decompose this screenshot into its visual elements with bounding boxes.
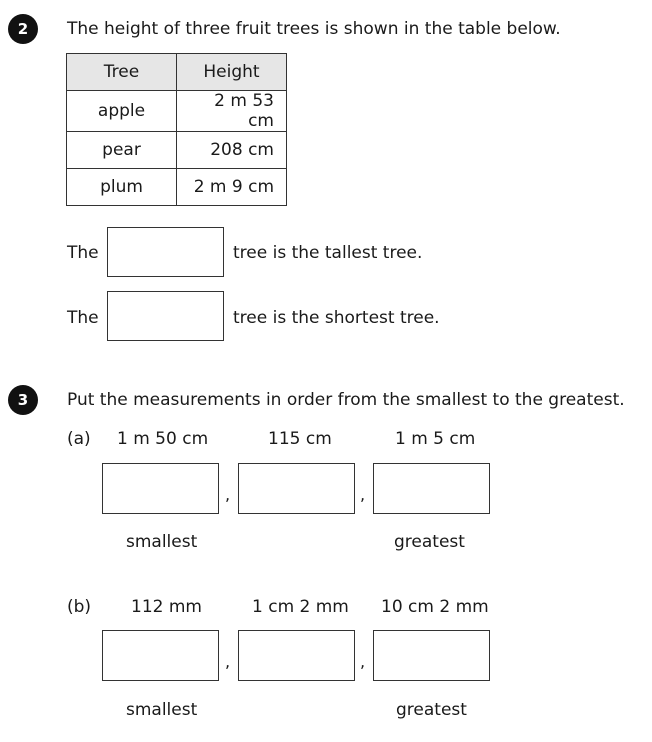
part-a-greatest-label: greatest	[394, 532, 465, 552]
table-cell-tree: apple	[67, 91, 177, 132]
shortest-tree-answer-box[interactable]	[107, 291, 224, 341]
table-cell-height: 2 m 53 cm	[177, 91, 287, 132]
table-header-height: Height	[177, 54, 287, 91]
table-row	[67, 132, 287, 169]
question-number-3: 3	[8, 385, 38, 415]
table-header-row	[67, 54, 287, 91]
part-a-measurement-3: 1 m 5 cm	[395, 429, 476, 449]
part-b-answer-box-1[interactable]	[102, 630, 219, 681]
part-b-smallest-label: smallest	[126, 700, 198, 720]
question-2-prompt: The height of three fruit trees is shown in the table below.	[67, 19, 561, 39]
part-b-answer-box-2[interactable]	[238, 630, 355, 681]
part-b-measurement-3: 10 cm 2 mm	[381, 597, 489, 617]
part-a-measurement-2: 115 cm	[268, 429, 332, 449]
table-row	[67, 169, 287, 206]
part-a-answer-box-3[interactable]	[373, 463, 490, 514]
part-b-measurement-1: 112 mm	[131, 597, 202, 617]
tallest-line-prefix: The	[67, 243, 99, 263]
table-row	[67, 91, 287, 132]
question-3-prompt: Put the measurements in order from the smallest to the greatest.	[67, 390, 625, 410]
question-number-2: 2	[8, 14, 38, 44]
part-b-comma-1: ,	[225, 652, 231, 671]
part-b-comma-2: ,	[360, 652, 366, 671]
part-a-comma-1: ,	[225, 485, 231, 504]
tallest-tree-answer-box[interactable]	[107, 227, 224, 277]
shortest-line-suffix: tree is the shortest tree.	[233, 308, 440, 328]
table-cell-height: 208 cm	[177, 132, 287, 169]
table-header-tree: Tree	[67, 54, 177, 91]
shortest-line-prefix: The	[67, 308, 99, 328]
part-a-smallest-label: smallest	[126, 532, 198, 552]
table-cell-tree: pear	[67, 132, 177, 169]
part-b-measurement-2: 1 cm 2 mm	[252, 597, 349, 617]
part-a-answer-box-2[interactable]	[238, 463, 355, 514]
part-b-label: (b)	[67, 597, 92, 617]
part-a-comma-2: ,	[360, 485, 366, 504]
part-b-answer-box-3[interactable]	[373, 630, 490, 681]
part-a-label: (a)	[67, 429, 91, 449]
table-cell-height: 2 m 9 cm	[177, 169, 287, 206]
part-a-measurement-1: 1 m 50 cm	[117, 429, 209, 449]
part-b-greatest-label: greatest	[396, 700, 467, 720]
part-a-answer-box-1[interactable]	[102, 463, 219, 514]
table-cell-tree: plum	[67, 169, 177, 206]
tallest-line-suffix: tree is the tallest tree.	[233, 243, 423, 263]
tree-height-table	[66, 53, 287, 206]
